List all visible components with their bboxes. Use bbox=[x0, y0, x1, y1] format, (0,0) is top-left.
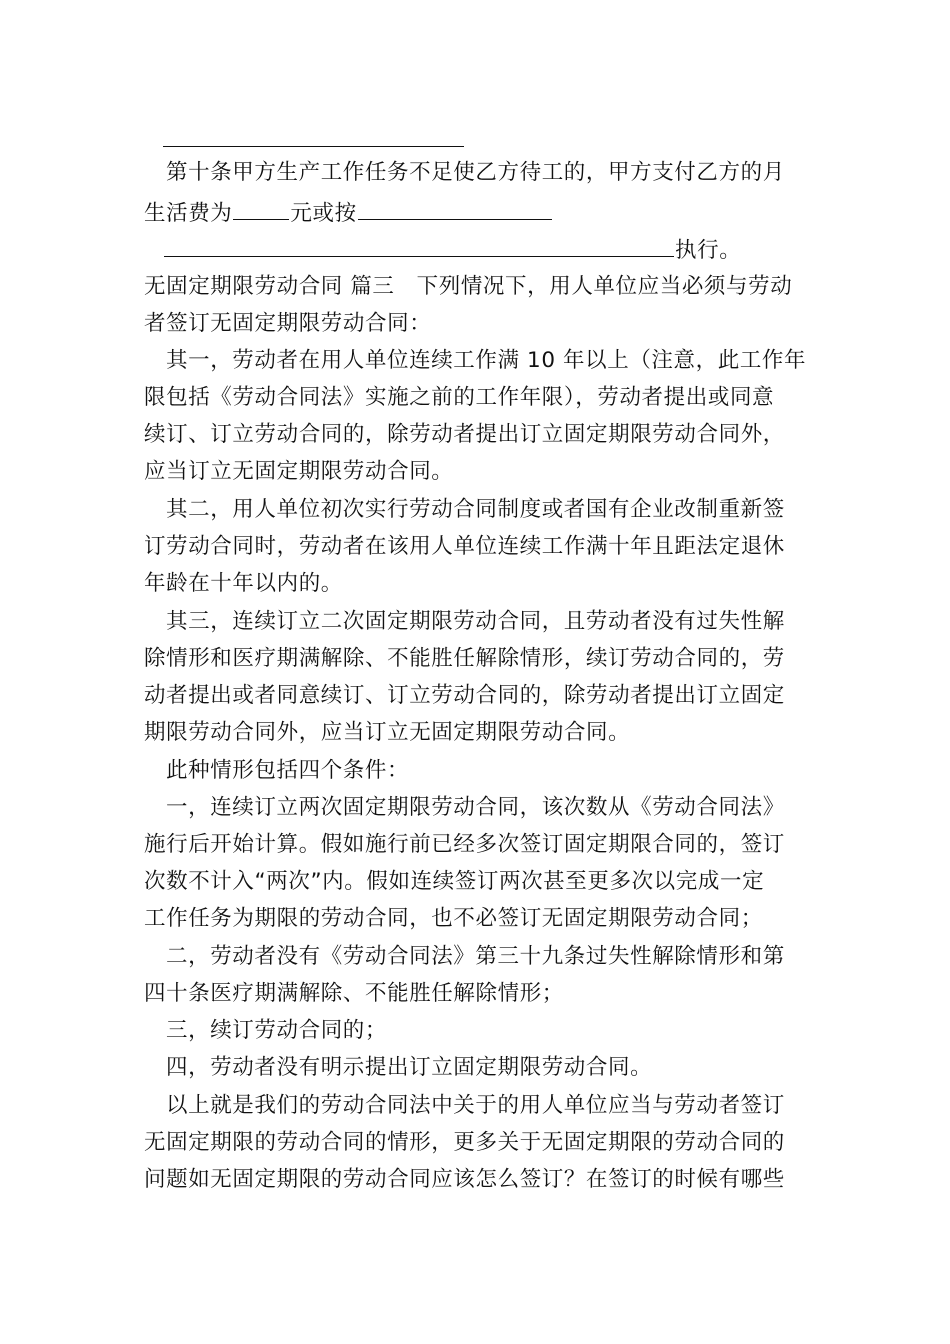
paragraph-5-line: 问题如无固定期限的劳动合同应该怎么签订？在签订的时候有哪些 bbox=[144, 1167, 785, 1192]
paragraph-5-line: 以上就是我们的劳动合同法中关于的用人单位应当与劳动者签订 bbox=[166, 1093, 785, 1118]
condition-2-line: 二，劳动者没有《劳动合同法》第三十九条过失性解除情形和第 bbox=[166, 944, 785, 969]
article-10-line-3 bbox=[163, 230, 827, 269]
condition-1-line: 工作任务为期限的劳动合同，也不必签订无固定期限劳动合同； bbox=[144, 906, 763, 931]
article-10-text-b: 元或按 bbox=[290, 201, 357, 226]
paragraph-3-line: 期限劳动合同外，应当订立无固定期限劳动合同。 bbox=[144, 720, 631, 745]
paragraph-2-line: 其二，用人单位初次实行劳动合同制度或者国有企业改制重新签 bbox=[166, 497, 785, 522]
paragraph-1-line: 应当订立无固定期限劳动合同。 bbox=[144, 459, 454, 484]
paragraph-1-line: 续订、订立劳动合同的，除劳动者提出订立固定期限劳动合同外， bbox=[144, 422, 785, 447]
condition-4: 四，劳动者没有明示提出订立固定期限劳动合同。 bbox=[166, 1055, 653, 1080]
paragraph-4: 此种情形包括四个条件： bbox=[166, 758, 410, 783]
paragraph-3-line: 除情形和医疗期满解除、不能胜任解除情形，续订劳动合同的，劳 bbox=[144, 646, 785, 671]
paragraph-1-line: 限包括《劳动合同法》实施之前的工作年限），劳动者提出或同意 bbox=[144, 385, 775, 410]
paragraph-3-line: 动者提出或者同意续订、订立劳动合同的，除劳动者提出订立固定 bbox=[144, 683, 785, 708]
paragraph-1-line: 其一，劳动者在用人单位连续工作满 10 年以上（注意，此工作年 bbox=[166, 348, 807, 373]
blank-underline bbox=[164, 230, 674, 257]
paragraph-5-line: 无固定期限的劳动合同的情形，更多关于无固定期限的劳动合同的 bbox=[144, 1130, 785, 1155]
article-10-text-a: 生活费为 bbox=[144, 201, 233, 226]
blank-underline bbox=[163, 146, 464, 147]
blank-underline bbox=[358, 193, 552, 220]
condition-2-line: 四十条医疗期满解除、不能胜任解除情形； bbox=[144, 981, 564, 1006]
condition-1-line: 次数不计入“两次”内。假如连续签订两次甚至更多次以完成一定 bbox=[144, 869, 765, 894]
paragraph-3-line: 其三，连续订立二次固定期限劳动合同，且劳动者没有过失性解 bbox=[166, 609, 785, 634]
paragraph-2-line: 年龄在十年以内的。 bbox=[144, 571, 343, 596]
paragraph-2-line: 订劳动合同时，劳动者在该用人单位连续工作满十年且距法定退休 bbox=[144, 534, 785, 559]
article-10-line-2 bbox=[144, 193, 808, 232]
article-10-end: 执行。 bbox=[675, 238, 742, 263]
section-heading-line-1: 无固定期限劳动合同 篇三 下列情况下，用人单位应当必须与劳动 bbox=[144, 274, 793, 299]
blank-underline bbox=[233, 193, 289, 220]
section-heading-line-2: 者签订无固定期限劳动合同： bbox=[144, 311, 432, 336]
article-10-line-1: 第十条甲方生产工作任务不足使乙方待工的，甲方支付乙方的月 bbox=[166, 160, 785, 185]
condition-3: 三，续订劳动合同的； bbox=[166, 1018, 388, 1043]
condition-1-line: 一，连续订立两次固定期限劳动合同，该次数从《劳动合同法》 bbox=[166, 795, 785, 820]
condition-1-line: 施行后开始计算。假如施行前已经多次签订固定期限合同的，签订 bbox=[144, 832, 785, 857]
